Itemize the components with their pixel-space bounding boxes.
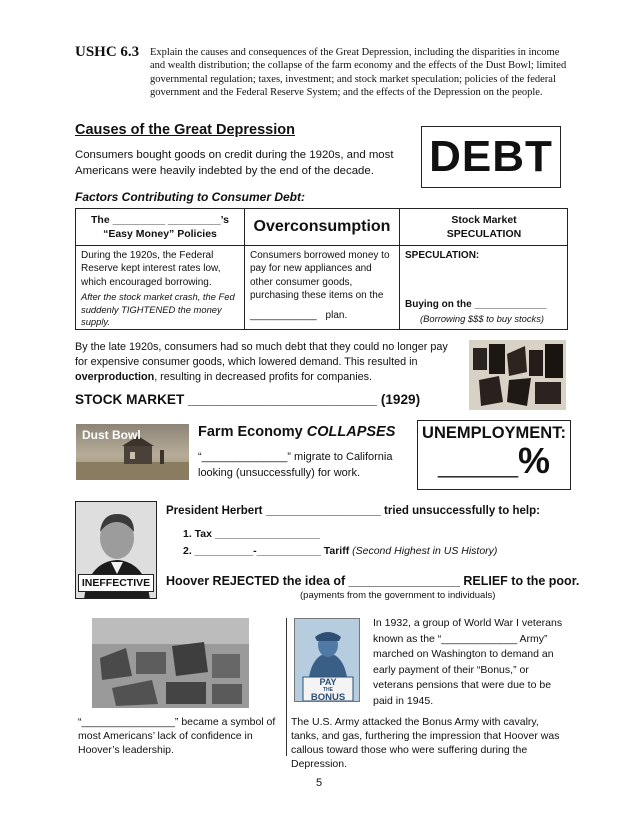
- hooverville-text: “________________” became a symbol of most Americans’ lack of confidence in Hoover’s leadership.: [78, 716, 276, 756]
- standard-code: USHC 6.3: [75, 44, 140, 60]
- overconsumption-cell: [245, 246, 399, 325]
- debt-box: [421, 126, 561, 188]
- speculation-header: [400, 209, 568, 246]
- easy-money-header: [76, 209, 244, 246]
- section-divider: [286, 618, 287, 756]
- overproduction-text-before: By the late 1920s, consumers had so much debt that they could no longer pay for expensive consumer goods, which lowered demand. This resulted in: [75, 341, 448, 368]
- hoover-item-2-note: (Second Highest in US History): [352, 545, 498, 557]
- hoover-item-2: [183, 545, 497, 557]
- stock-market-year: (1929): [380, 392, 421, 407]
- bonus-army-text: In 1932, a group of World War I veterans known as the “_____________ Army” marched on Washington to demand an early payment of their “Bonus,” or veterans pensions that were due to be paid in 1945.: [373, 617, 563, 707]
- speculation-header-line1: Stock Market: [451, 214, 517, 226]
- overproduction-paragraph: [75, 340, 463, 385]
- hooverville-image: [92, 618, 249, 708]
- causes-heading: Causes of the Great Depression: [75, 122, 295, 138]
- factors-heading: Factors Contributing to Consumer Debt:: [75, 190, 305, 204]
- hoover-portrait: [75, 501, 157, 599]
- farm-economy-text: Farm Economy: [198, 424, 303, 440]
- hoover-item-2-text: 2. __________-___________ Tariff: [183, 545, 350, 557]
- overproduction-term: overproduction: [75, 371, 155, 383]
- hoover-item-1: 1. Tax __________________: [183, 528, 321, 540]
- overconsumption-end: plan.: [325, 309, 348, 321]
- ineffective-label: INEFFECTIVE: [78, 574, 154, 592]
- easy-money-header-line1: The _________ _________’s: [91, 214, 229, 226]
- army-attack-text: The U.S. Army attacked the Bonus Army with cavalry, tanks, and gas, furthering the impression that Hoover was callous toward those who were suffering during the Depression.: [291, 716, 560, 770]
- overproduction-text-after: , resulting in decreased profits for companies.: [154, 371, 373, 383]
- poster-text: [303, 678, 353, 702]
- easy-money-column: [76, 209, 245, 329]
- migrants-text: “______________” migrate to California looking (unsuccessfully) for work.: [198, 451, 393, 479]
- speculation-column: [400, 209, 568, 329]
- poster-line-1: PAY: [319, 677, 337, 687]
- overconsumption-title: Overconsumption: [253, 218, 391, 235]
- farm-collapses-text: COLLAPSES: [306, 424, 396, 440]
- dust-bowl-image: [76, 424, 189, 480]
- market-collapse-image: [469, 340, 566, 410]
- unemployment-title: UNEMPLOYMENT:: [422, 424, 566, 442]
- poster-line-3: BONUS: [310, 692, 346, 702]
- unemployment-box: [417, 420, 571, 490]
- standard-text: Explain the causes and consequences of the Great Depression, including the disparities in income and wealth distribution; the collapse of the farm economy and the effects of the Dust Bowl; limited governmental regulation; taxes, investment; and stock market speculation; policies of the federal government and the Federal Reserve System; and the effects of the Depression on the people.: [150, 47, 567, 98]
- farm-economy-heading: [198, 424, 395, 440]
- unemployment-value: ____%: [437, 440, 551, 481]
- overconsumption-column: [245, 209, 400, 329]
- page-number: 5: [315, 777, 323, 789]
- stock-market-label: STOCK MARKET: [75, 392, 185, 407]
- stock-market-blank: _________________________: [188, 392, 378, 407]
- speculation-label: SPECULATION:: [405, 250, 480, 261]
- causes-text: Consumers bought goods on credit during the 1920s, and most Americans were heavily indebted by the end of the decade.: [75, 149, 394, 177]
- ineffective-badge: [76, 573, 156, 592]
- president-line: President Herbert __________________ tried unsuccessfully to help:: [166, 505, 540, 517]
- relief-note: (payments from the government to individuals): [300, 590, 496, 601]
- dust-bowl-label: Dust Bowl: [82, 428, 141, 442]
- debt-label: DEBT: [429, 132, 553, 181]
- poster-line-2: THE: [323, 687, 333, 693]
- easy-money-header-line2: “Easy Money” Policies: [103, 228, 217, 240]
- pay-the-bonus-poster: [294, 618, 360, 702]
- speculation-header-line2: SPECULATION: [446, 228, 522, 240]
- buying-on-margin-note: (Borrowing $$$ to buy stocks): [420, 313, 545, 324]
- speculation-cell: [400, 246, 568, 330]
- factors-table: [75, 208, 568, 330]
- overconsumption-text: Consumers borrowed money to pay for new appliances and other consumer goods, purchasing these items on the: [250, 250, 390, 302]
- relief-line: Hoover REJECTED the idea of ________________ RELIEF to the poor.: [166, 574, 580, 588]
- stock-market-crash-line: [75, 392, 420, 407]
- easy-money-italic: After the stock market crash, the Fed suddenly TIGHTENED the money supply.: [81, 291, 235, 328]
- easy-money-text: During the 1920s, the Federal Reserve kept interest rates low, which encouraged borrowing.: [81, 250, 221, 288]
- buying-on-margin-blank: Buying on the _____________: [405, 299, 547, 310]
- easy-money-cell: [76, 246, 244, 332]
- overconsumption-blank: ____________: [250, 309, 317, 321]
- overconsumption-header: [245, 209, 399, 246]
